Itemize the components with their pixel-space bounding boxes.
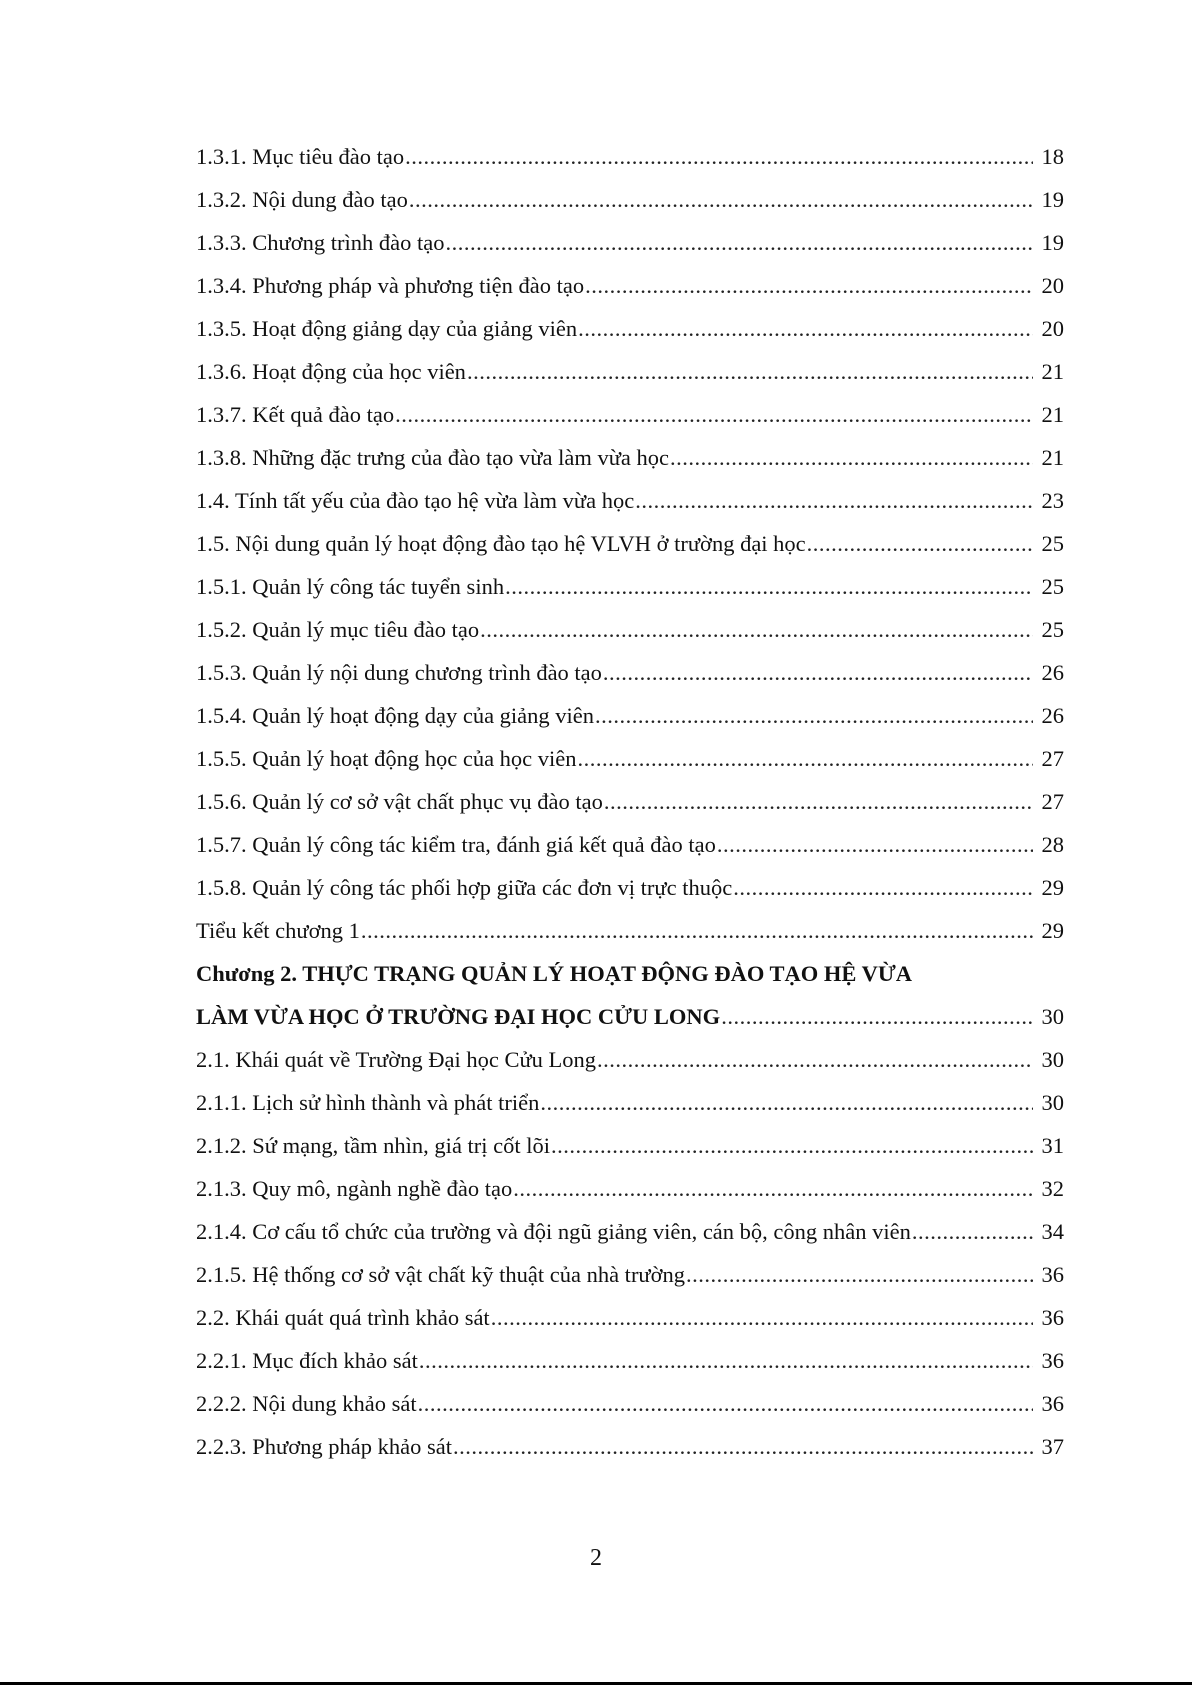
toc-entry-label: 1.5.8. Quản lý công tác phối hợp giữa các đơn vị trực thuộc xyxy=(196,875,733,900)
toc-section-chapter-1 xyxy=(196,135,1064,952)
dot-leader xyxy=(670,436,1033,479)
toc-section-chapter-2 xyxy=(196,1038,1064,1468)
toc-entry[interactable] xyxy=(196,737,1064,780)
toc-entry-label: 1.5.5. Quản lý hoạt động học của học viên xyxy=(196,746,577,771)
toc-entry-page: 36 xyxy=(1041,1348,1064,1373)
dot-leader xyxy=(585,264,1033,307)
toc-entry-page: 18 xyxy=(1041,144,1064,169)
toc-entry-page: 21 xyxy=(1041,359,1064,384)
dot-leader xyxy=(717,823,1033,866)
chapter-2-heading-row[interactable] xyxy=(196,995,1064,1038)
toc-entry-label: 1.5. Nội dung quản lý hoạt động đào tạo hệ VLVH ở trường đại học xyxy=(196,531,806,556)
dot-leader xyxy=(578,737,1033,780)
table-of-contents xyxy=(196,135,1064,1468)
toc-entry-page: 25 xyxy=(1041,617,1064,642)
toc-entry-label: 2.1.1. Lịch sử hình thành và phát triển xyxy=(196,1090,540,1115)
toc-entry[interactable] xyxy=(196,823,1064,866)
toc-entry-label: 1.5.3. Quản lý nội dung chương trình đào tạo xyxy=(196,660,602,685)
toc-entry-page: 36 xyxy=(1041,1262,1064,1287)
toc-entry-label: 1.5.4. Quản lý hoạt động dạy của giảng viên xyxy=(196,703,595,728)
toc-entry[interactable] xyxy=(196,1167,1064,1210)
dot-leader xyxy=(445,221,1033,264)
toc-entry[interactable] xyxy=(196,178,1064,221)
toc-entry[interactable] xyxy=(196,479,1064,522)
chapter-2-page-number: 30 xyxy=(1041,1004,1064,1029)
toc-entry[interactable] xyxy=(196,393,1064,436)
toc-entry[interactable] xyxy=(196,307,1064,350)
toc-entry-label: 2.1.4. Cơ cấu tổ chức của trường và đội ngũ giảng viên, cán bộ, công nhân viên xyxy=(196,1219,911,1244)
dot-leader xyxy=(513,1167,1033,1210)
dot-leader xyxy=(597,1038,1033,1081)
dot-leader xyxy=(361,909,1033,952)
chapter-2-heading-line-1[interactable]: Chương 2. THỰC TRẠNG QUẢN LÝ HOẠT ĐỘNG ĐÀO TẠO HỆ VỪA xyxy=(196,961,913,986)
toc-entry-label: 2.1. Khái quát về Trường Đại học Cửu Long xyxy=(196,1047,597,1072)
toc-entry-page: 29 xyxy=(1041,918,1064,943)
toc-entry-page: 19 xyxy=(1041,230,1064,255)
dot-leader xyxy=(505,565,1033,608)
page-number: 2 xyxy=(590,1545,602,1571)
toc-entry-label: 2.1.2. Sứ mạng, tầm nhìn, giá trị cốt lõi xyxy=(196,1133,551,1158)
dot-leader xyxy=(595,694,1033,737)
dot-leader xyxy=(604,780,1033,823)
toc-entry[interactable] xyxy=(196,436,1064,479)
toc-entry[interactable] xyxy=(196,608,1064,651)
toc-entry-label: 1.5.2. Quản lý mục tiêu đào tạo xyxy=(196,617,480,642)
toc-entry-label: 2.2. Khái quát quá trình khảo sát xyxy=(196,1305,490,1330)
toc-entry-label: 1.3.6. Hoạt động của học viên xyxy=(196,359,466,384)
dot-leader xyxy=(807,522,1033,565)
toc-entry[interactable] xyxy=(196,135,1064,178)
toc-entry-label: 1.3.2. Nội dung đào tạo xyxy=(196,187,408,212)
toc-entry[interactable] xyxy=(196,350,1064,393)
dot-leader xyxy=(467,350,1033,393)
toc-entry-page: 34 xyxy=(1041,1219,1064,1244)
toc-entry-label: 1.3.1. Mục tiêu đào tạo xyxy=(196,144,405,169)
toc-entry-label: 1.4. Tính tất yếu của đào tạo hệ vừa làm vừa học xyxy=(196,488,635,513)
toc-entry-label: 1.5.1. Quản lý công tác tuyển sinh xyxy=(196,574,505,599)
toc-entry[interactable] xyxy=(196,694,1064,737)
toc-entry-label: 2.2.1. Mục đích khảo sát xyxy=(196,1348,418,1373)
toc-entry-page: 25 xyxy=(1041,531,1064,556)
dot-leader xyxy=(491,1296,1033,1339)
toc-entry[interactable] xyxy=(196,264,1064,307)
toc-entry[interactable] xyxy=(196,909,1064,952)
toc-entry-label: 1.5.6. Quản lý cơ sở vật chất phục vụ đào tạo xyxy=(196,789,603,814)
toc-entry-label: 2.2.3. Phương pháp khảo sát xyxy=(196,1434,452,1459)
dot-leader xyxy=(912,1210,1033,1253)
toc-entry-page: 30 xyxy=(1041,1090,1064,1115)
toc-entry-page: 32 xyxy=(1041,1176,1064,1201)
toc-entry[interactable] xyxy=(196,221,1064,264)
toc-entry[interactable] xyxy=(196,522,1064,565)
toc-entry-label: 2.1.3. Quy mô, ngành nghề đào tạo xyxy=(196,1176,513,1201)
toc-entry-label: Tiểu kết chương 1 xyxy=(196,918,360,943)
toc-entry-page: 21 xyxy=(1041,445,1064,470)
toc-entry[interactable] xyxy=(196,1382,1064,1425)
toc-entry-page: 19 xyxy=(1041,187,1064,212)
toc-entry-page: 28 xyxy=(1041,832,1064,857)
toc-entry[interactable] xyxy=(196,1038,1064,1081)
toc-entry-page: 29 xyxy=(1041,875,1064,900)
chapter-2-heading-line-2: LÀM VỪA HỌC Ở TRƯỜNG ĐẠI HỌC CỬU LONG xyxy=(196,1004,721,1029)
toc-entry-page: 21 xyxy=(1041,402,1064,427)
toc-entry-label: 2.2.2. Nội dung khảo sát xyxy=(196,1391,417,1416)
dot-leader xyxy=(419,1339,1033,1382)
toc-entry-label: 1.3.8. Những đặc trưng của đào tạo vừa làm vừa học xyxy=(196,445,670,470)
toc-entry-label: 1.3.3. Chương trình đào tạo xyxy=(196,230,445,255)
toc-entry-page: 20 xyxy=(1041,273,1064,298)
dot-leader xyxy=(686,1253,1033,1296)
toc-entry[interactable] xyxy=(196,1210,1064,1253)
toc-entry-label: 1.3.5. Hoạt động giảng dạy của giảng viên xyxy=(196,316,578,341)
dot-leader xyxy=(733,866,1033,909)
dot-leader xyxy=(480,608,1033,651)
toc-entry-page: 27 xyxy=(1041,789,1064,814)
dot-leader xyxy=(405,135,1033,178)
dot-leader xyxy=(395,393,1033,436)
toc-entry[interactable] xyxy=(196,1253,1064,1296)
toc-entry[interactable] xyxy=(196,1081,1064,1124)
toc-entry-label: 1.3.7. Kết quả đào tạo xyxy=(196,402,395,427)
toc-entry-page: 26 xyxy=(1041,660,1064,685)
toc-entry-page: 37 xyxy=(1041,1434,1064,1459)
toc-entry-label: 2.1.5. Hệ thống cơ sở vật chất kỹ thuật của nhà trường xyxy=(196,1262,686,1287)
dot-leader xyxy=(721,995,1033,1038)
toc-entry[interactable] xyxy=(196,866,1064,909)
toc-entry[interactable] xyxy=(196,780,1064,823)
toc-entry-label: 1.5.7. Quản lý công tác kiểm tra, đánh giá kết quả đào tạo xyxy=(196,832,716,857)
dot-leader xyxy=(418,1382,1033,1425)
toc-entry-page: 27 xyxy=(1041,746,1064,771)
dot-leader xyxy=(540,1081,1033,1124)
dot-leader xyxy=(551,1124,1033,1167)
dot-leader xyxy=(578,307,1033,350)
toc-entry[interactable] xyxy=(196,1124,1064,1167)
toc-entry[interactable] xyxy=(196,1425,1064,1468)
toc-entry[interactable] xyxy=(196,1296,1064,1339)
toc-entry[interactable] xyxy=(196,651,1064,694)
toc-entry[interactable] xyxy=(196,1339,1064,1382)
toc-entry-page: 25 xyxy=(1041,574,1064,599)
toc-entry-page: 26 xyxy=(1041,703,1064,728)
toc-entry-label: 1.3.4. Phương pháp và phương tiện đào tạo xyxy=(196,273,585,298)
toc-entry-page: 23 xyxy=(1041,488,1064,513)
toc-entry-page: 30 xyxy=(1041,1047,1064,1072)
toc-entry-page: 31 xyxy=(1041,1133,1064,1158)
dot-leader xyxy=(453,1425,1033,1468)
toc-entry[interactable] xyxy=(196,565,1064,608)
toc-entry-page: 36 xyxy=(1041,1391,1064,1416)
dot-leader xyxy=(635,479,1033,522)
dot-leader xyxy=(603,651,1033,694)
toc-entry-page: 36 xyxy=(1041,1305,1064,1330)
dot-leader xyxy=(409,178,1033,221)
toc-entry-page: 20 xyxy=(1041,316,1064,341)
